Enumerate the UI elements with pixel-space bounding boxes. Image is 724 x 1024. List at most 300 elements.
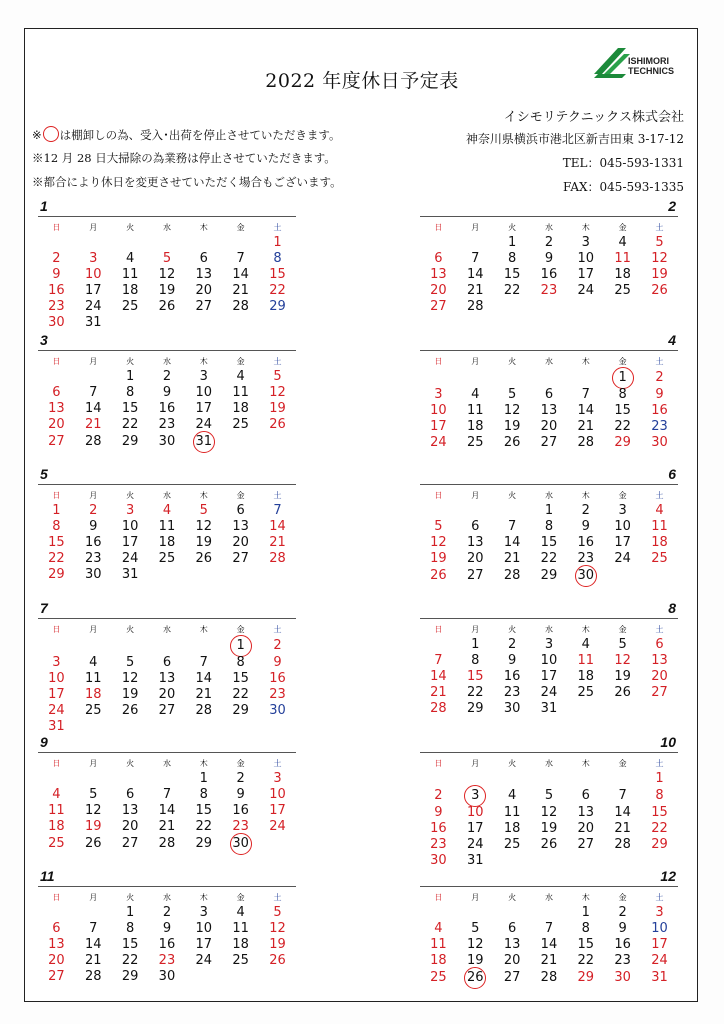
- day-cell: 30: [269, 703, 286, 718]
- inventory-day-circle: 30: [230, 833, 252, 855]
- month-calendar: [38, 466, 296, 583]
- day-cell: 21: [430, 685, 447, 700]
- note-change: ※都合により休日を変更させていただく場合もございます。: [32, 175, 342, 189]
- circle-legend-icon: [43, 126, 59, 142]
- day-cell: [420, 905, 457, 921]
- day-cell: 13: [651, 653, 668, 668]
- day-cell: 26: [84, 836, 102, 851]
- day-cell: [75, 719, 112, 735]
- weekday-label: 木: [581, 625, 590, 634]
- day-cell: 29: [48, 567, 65, 582]
- day-cell: 18: [466, 419, 484, 434]
- company-fax: FAX：045-593-1335: [563, 180, 684, 194]
- day-cell: [494, 299, 531, 315]
- day-cell: 22: [48, 551, 65, 566]
- day-cell: 26: [503, 435, 521, 450]
- month-table: [38, 622, 296, 735]
- day-cell: 27: [121, 836, 139, 851]
- day-cell: 23: [232, 819, 249, 834]
- inventory-day-circle: 30: [575, 565, 597, 587]
- month-divider: [38, 752, 296, 753]
- week-row: [420, 787, 678, 805]
- month-divider: [420, 216, 678, 217]
- day-cell: 16: [48, 283, 65, 298]
- day-cell: 8: [199, 787, 208, 802]
- day-cell: [457, 969, 494, 987]
- day-cell: 23: [503, 685, 521, 700]
- day-cell: 16: [158, 401, 176, 416]
- day-cell: 19: [121, 687, 139, 702]
- day-cell: 21: [577, 419, 595, 434]
- month-calendar: [420, 332, 678, 451]
- day-cell: 5: [544, 788, 554, 803]
- day-cell: 13: [466, 535, 484, 550]
- week-row: [38, 283, 296, 299]
- day-cell: 2: [162, 369, 172, 384]
- day-cell: 30: [503, 701, 521, 716]
- weekday-header: [420, 220, 678, 235]
- day-cell: 11: [466, 403, 484, 418]
- day-cell: 21: [614, 821, 631, 836]
- weekday-label: 土: [655, 491, 664, 500]
- weekday-label: 月: [471, 893, 480, 902]
- day-cell: 28: [84, 434, 102, 449]
- day-cell: 24: [269, 819, 286, 834]
- week-row: [420, 535, 678, 551]
- day-cell: [567, 369, 604, 387]
- day-cell: 6: [507, 921, 517, 936]
- weekday-label: 水: [162, 491, 171, 500]
- day-cell: 7: [434, 653, 443, 668]
- month-divider: [38, 216, 296, 217]
- weekday-label: 火: [508, 625, 517, 634]
- day-cell: 24: [466, 837, 484, 852]
- day-cell: 24: [430, 435, 447, 450]
- day-cell: 23: [430, 837, 447, 852]
- week-row: [420, 821, 678, 837]
- week-row: [38, 687, 296, 703]
- day-cell: 26: [195, 551, 213, 566]
- day-cell: 23: [158, 953, 176, 968]
- day-cell: [149, 235, 186, 251]
- week-row: [420, 669, 678, 685]
- weekday-label: 水: [544, 759, 553, 768]
- weekday-label: 水: [162, 357, 171, 366]
- day-cell: 6: [125, 787, 135, 802]
- day-cell: 6: [434, 251, 443, 266]
- day-cell: 12: [503, 403, 521, 418]
- month-number: 3: [40, 332, 48, 348]
- day-cell: 25: [232, 417, 249, 432]
- day-cell: [38, 771, 75, 787]
- month-number: 2: [668, 198, 676, 214]
- day-cell: 21: [158, 819, 176, 834]
- day-cell: 12: [121, 671, 139, 686]
- note-inventory-text: は棚卸しの為、受入･出荷を停止させていただきます。: [59, 128, 341, 142]
- day-cell: 30: [158, 434, 176, 449]
- day-cell: [494, 369, 531, 387]
- day-cell: [185, 235, 222, 251]
- day-cell: 7: [471, 251, 480, 266]
- day-cell: 20: [195, 283, 213, 298]
- day-cell: 15: [577, 937, 595, 952]
- day-cell: 17: [48, 687, 65, 702]
- day-cell: 22: [503, 283, 521, 298]
- day-cell: 14: [84, 401, 102, 416]
- week-row: [420, 953, 678, 969]
- day-cell: 5: [618, 637, 627, 652]
- weekday-label: 日: [52, 357, 61, 366]
- day-cell: 13: [503, 937, 521, 952]
- week-row: [38, 771, 296, 787]
- day-cell: 10: [430, 403, 447, 418]
- day-cell: 10: [540, 653, 558, 668]
- week-row: [38, 921, 296, 937]
- day-cell: [185, 315, 222, 331]
- day-cell: 10: [195, 921, 213, 936]
- day-cell: 27: [430, 299, 447, 314]
- day-cell: 9: [507, 653, 517, 668]
- weekday-label: 金: [236, 625, 245, 634]
- day-cell: 15: [48, 535, 65, 550]
- day-cell: [604, 299, 641, 315]
- day-cell: 27: [651, 685, 668, 700]
- day-cell: 17: [651, 937, 668, 952]
- weekday-label: 月: [89, 223, 98, 232]
- day-cell: 4: [162, 503, 172, 518]
- weekday-label: 土: [273, 357, 282, 366]
- day-cell: 18: [614, 267, 631, 282]
- day-cell: 10: [466, 805, 484, 820]
- day-cell: 2: [434, 788, 443, 803]
- day-cell: 19: [503, 419, 521, 434]
- month-number: 6: [668, 466, 676, 482]
- day-cell: 8: [125, 385, 135, 400]
- month-table: [38, 354, 296, 451]
- day-cell: 25: [430, 970, 447, 985]
- day-cell: 1: [507, 235, 517, 250]
- day-cell: 15: [503, 267, 521, 282]
- weekday-label: 木: [581, 759, 590, 768]
- weekday-label: 火: [508, 223, 517, 232]
- week-row: [420, 637, 678, 653]
- day-cell: 14: [540, 937, 558, 952]
- day-cell: 31: [466, 853, 484, 868]
- day-cell: [531, 853, 568, 869]
- weekday-label: 月: [89, 491, 98, 500]
- day-cell: 23: [540, 283, 558, 298]
- weekday-label: 木: [199, 357, 208, 366]
- day-cell: 7: [618, 788, 627, 803]
- day-cell: 23: [84, 551, 102, 566]
- day-cell: [222, 637, 259, 655]
- weekday-label: 月: [471, 625, 480, 634]
- day-cell: 28: [158, 836, 176, 851]
- day-cell: [259, 433, 296, 451]
- day-cell: 19: [614, 669, 631, 684]
- week-row: [420, 387, 678, 403]
- day-cell: 6: [162, 655, 172, 670]
- day-cell: [38, 369, 75, 385]
- week-row: [420, 299, 678, 315]
- weekday-label: 土: [273, 491, 282, 500]
- day-cell: 22: [232, 687, 249, 702]
- day-cell: 12: [540, 805, 558, 820]
- day-cell: 24: [614, 551, 631, 566]
- day-cell: [457, 787, 494, 805]
- day-cell: 8: [655, 788, 664, 803]
- week-row: [38, 937, 296, 953]
- day-cell: 18: [577, 669, 595, 684]
- day-cell: 22: [121, 953, 139, 968]
- day-cell: [567, 701, 604, 717]
- week-row: [420, 267, 678, 283]
- week-row: [420, 685, 678, 701]
- week-row: [38, 803, 296, 819]
- weekday-label: 火: [126, 223, 135, 232]
- day-cell: 23: [158, 417, 176, 432]
- week-row: [38, 503, 296, 519]
- week-row: [420, 369, 678, 387]
- week-row: [38, 401, 296, 417]
- day-cell: 6: [236, 503, 245, 518]
- day-cell: [567, 567, 604, 585]
- day-cell: [38, 905, 75, 921]
- day-cell: [112, 315, 149, 331]
- day-cell: 11: [430, 937, 447, 952]
- company-tel: TEL：045-593-1331: [562, 156, 684, 170]
- day-cell: [457, 235, 494, 251]
- day-cell: 7: [581, 387, 590, 402]
- day-cell: 20: [232, 535, 249, 550]
- day-cell: 4: [236, 905, 245, 920]
- day-cell: 26: [121, 703, 139, 718]
- day-cell: 27: [577, 837, 595, 852]
- month-divider: [38, 350, 296, 351]
- day-cell: [222, 835, 259, 853]
- day-cell: [185, 637, 222, 655]
- weekday-label: 日: [52, 491, 61, 500]
- day-cell: [222, 567, 259, 583]
- company-name: イシモリテクニックス株式会社: [503, 110, 684, 125]
- day-cell: 14: [503, 535, 521, 550]
- day-cell: 14: [466, 267, 484, 282]
- day-cell: 5: [125, 655, 135, 670]
- weekday-label: 金: [236, 759, 245, 768]
- day-cell: 6: [544, 387, 554, 402]
- day-cell: 4: [507, 788, 517, 803]
- day-cell: 24: [577, 283, 595, 298]
- day-cell: 10: [121, 519, 139, 534]
- month-number: 7: [40, 600, 48, 616]
- day-cell: 12: [158, 267, 176, 282]
- weekday-label: 火: [126, 759, 135, 768]
- day-cell: 27: [503, 970, 521, 985]
- day-cell: 13: [195, 267, 213, 282]
- inventory-day-circle: 1: [230, 635, 252, 657]
- weekday-label: 日: [434, 625, 443, 634]
- day-cell: 16: [503, 669, 521, 684]
- inventory-day-circle: 26: [464, 967, 486, 989]
- day-cell: 17: [540, 669, 558, 684]
- weekday-label: 金: [236, 491, 245, 500]
- day-cell: 16: [577, 535, 595, 550]
- month-number: 1: [40, 198, 48, 214]
- day-cell: 10: [614, 519, 631, 534]
- day-cell: 26: [158, 299, 176, 314]
- day-cell: 19: [540, 821, 558, 836]
- day-cell: 28: [577, 435, 595, 450]
- day-cell: 17: [195, 937, 213, 952]
- day-cell: 13: [577, 805, 595, 820]
- weekday-label: 木: [581, 223, 590, 232]
- day-cell: 10: [577, 251, 595, 266]
- day-cell: 31: [651, 970, 668, 985]
- day-cell: 22: [269, 283, 286, 298]
- day-cell: 10: [651, 921, 668, 936]
- day-cell: 17: [195, 401, 213, 416]
- week-row: [420, 771, 678, 787]
- day-cell: 17: [614, 535, 631, 550]
- day-cell: [149, 315, 186, 331]
- day-cell: 1: [273, 235, 282, 250]
- day-cell: 9: [52, 267, 61, 282]
- day-cell: 4: [471, 387, 480, 402]
- day-cell: [604, 853, 641, 869]
- day-cell: 18: [232, 937, 249, 952]
- day-cell: 30: [430, 853, 447, 868]
- week-row: [38, 519, 296, 535]
- day-cell: 22: [614, 419, 631, 434]
- day-cell: 28: [466, 299, 484, 314]
- weekday-label: 木: [199, 625, 208, 634]
- day-cell: 19: [651, 267, 668, 282]
- day-cell: [259, 719, 296, 735]
- day-cell: [75, 771, 112, 787]
- weekday-label: 日: [434, 759, 443, 768]
- month-table: [420, 890, 678, 987]
- day-cell: 17: [269, 803, 286, 818]
- weekday-label: 月: [471, 357, 480, 366]
- day-cell: 24: [121, 551, 139, 566]
- day-cell: 27: [232, 551, 249, 566]
- logo-line-1: ISHIMORI: [628, 56, 670, 66]
- weekday-label: 木: [581, 893, 590, 902]
- day-cell: 30: [158, 969, 176, 984]
- day-cell: [604, 567, 641, 585]
- week-row: [420, 921, 678, 937]
- day-cell: 26: [651, 283, 668, 298]
- day-cell: 28: [614, 837, 631, 852]
- day-cell: 14: [232, 267, 249, 282]
- month-number: 5: [40, 466, 48, 482]
- day-cell: 27: [48, 969, 65, 984]
- day-cell: 1: [581, 905, 590, 920]
- week-row: [38, 637, 296, 655]
- day-cell: 31: [121, 567, 139, 582]
- weekday-label: 金: [618, 625, 627, 634]
- day-cell: 9: [655, 387, 664, 402]
- day-cell: 4: [618, 235, 627, 250]
- day-cell: [494, 771, 531, 787]
- weekday-label: 火: [126, 357, 135, 366]
- weekday-label: 月: [471, 491, 480, 500]
- day-cell: 15: [195, 803, 213, 818]
- weekday-label: 土: [655, 223, 664, 232]
- day-cell: 18: [84, 687, 102, 702]
- weekday-label: 水: [162, 759, 171, 768]
- day-cell: 13: [48, 401, 65, 416]
- day-cell: [420, 503, 457, 519]
- day-cell: 28: [430, 701, 447, 716]
- weekday-label: 水: [162, 625, 171, 634]
- day-cell: 22: [651, 821, 668, 836]
- weekday-label: 火: [126, 491, 135, 500]
- day-cell: 5: [273, 905, 282, 920]
- day-cell: 19: [84, 819, 102, 834]
- day-cell: 2: [581, 503, 590, 518]
- day-cell: 20: [430, 283, 447, 298]
- weekday-label: 日: [434, 357, 443, 366]
- month-calendar: [38, 198, 296, 331]
- day-cell: [75, 235, 112, 251]
- day-cell: 9: [273, 655, 282, 670]
- day-cell: 6: [199, 251, 208, 266]
- day-cell: 5: [199, 503, 208, 518]
- day-cell: [222, 719, 259, 735]
- weekday-label: 月: [89, 759, 98, 768]
- month-table: [420, 756, 678, 869]
- day-cell: 27: [466, 568, 484, 583]
- day-cell: 4: [434, 921, 443, 936]
- day-cell: [420, 369, 457, 387]
- day-cell: 12: [466, 937, 484, 952]
- day-cell: [457, 503, 494, 519]
- day-cell: 29: [540, 568, 558, 583]
- month-calendar: [420, 600, 678, 717]
- month-calendar: [38, 332, 296, 451]
- day-cell: 29: [121, 969, 139, 984]
- weekday-label: 水: [544, 223, 553, 232]
- weekday-label: 水: [544, 491, 553, 500]
- day-cell: 31: [48, 719, 65, 734]
- day-cell: 26: [614, 685, 631, 700]
- month-calendar: [420, 198, 678, 315]
- day-cell: 21: [84, 953, 102, 968]
- weekday-label: 日: [434, 491, 443, 500]
- day-cell: 11: [121, 267, 139, 282]
- day-cell: 4: [125, 251, 135, 266]
- month-number: 10: [660, 734, 676, 750]
- day-cell: 8: [507, 251, 517, 266]
- weekday-label: 金: [618, 893, 627, 902]
- day-cell: 4: [655, 503, 664, 518]
- day-cell: 4: [236, 369, 245, 384]
- day-cell: 8: [544, 519, 554, 534]
- day-cell: 19: [158, 283, 176, 298]
- weekday-header: [38, 354, 296, 369]
- weekday-label: 土: [273, 759, 282, 768]
- month-divider: [420, 618, 678, 619]
- day-cell: [222, 235, 259, 251]
- day-cell: 12: [269, 921, 286, 936]
- day-cell: 28: [269, 551, 286, 566]
- day-cell: 9: [89, 519, 98, 534]
- month-number: 9: [40, 734, 48, 750]
- day-cell: 18: [158, 535, 176, 550]
- week-row: [38, 703, 296, 719]
- day-cell: 5: [471, 921, 480, 936]
